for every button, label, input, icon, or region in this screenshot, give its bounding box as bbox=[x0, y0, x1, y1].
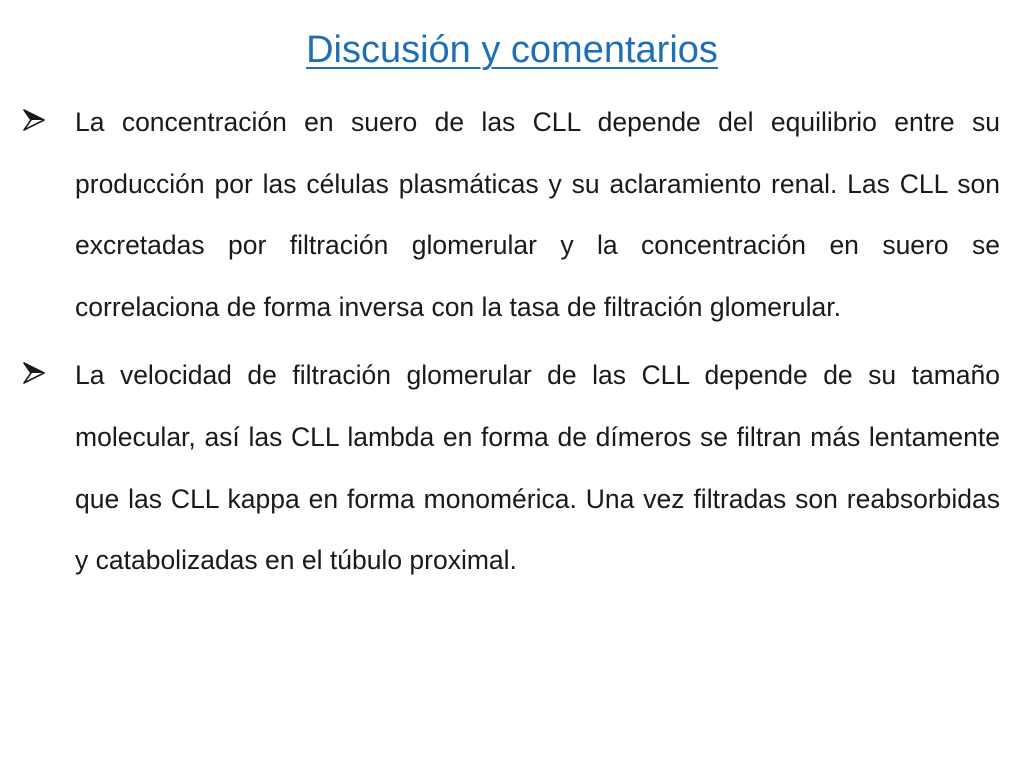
list-item bbox=[22, 92, 1000, 338]
bullet-text: La concentración en suero de las CLL depende del equilibrio entre su producción por las células plasmáticas y su aclaramiento renal. Las CLL son excretadas por filtración glomerular y la concentración en suero se correlaciona de forma inversa con la tasa de filtración glomerular. bbox=[75, 107, 1000, 322]
page-title: Discusión y comentarios bbox=[306, 29, 718, 71]
arrow-bullet-icon bbox=[22, 108, 46, 132]
list-item bbox=[22, 345, 1000, 591]
bullet-text: La velocidad de filtración glomerular de las CLL depende de su tamaño molecular, así las CLL lambda en forma de dímeros se filtran más lentamente que las CLL kappa en forma monomérica. Una vez filtradas son reabsorbidas y catabolizadas en el túbulo proximal. bbox=[75, 360, 1000, 576]
bullet-list bbox=[22, 92, 1000, 599]
arrow-bullet-icon bbox=[22, 361, 46, 385]
